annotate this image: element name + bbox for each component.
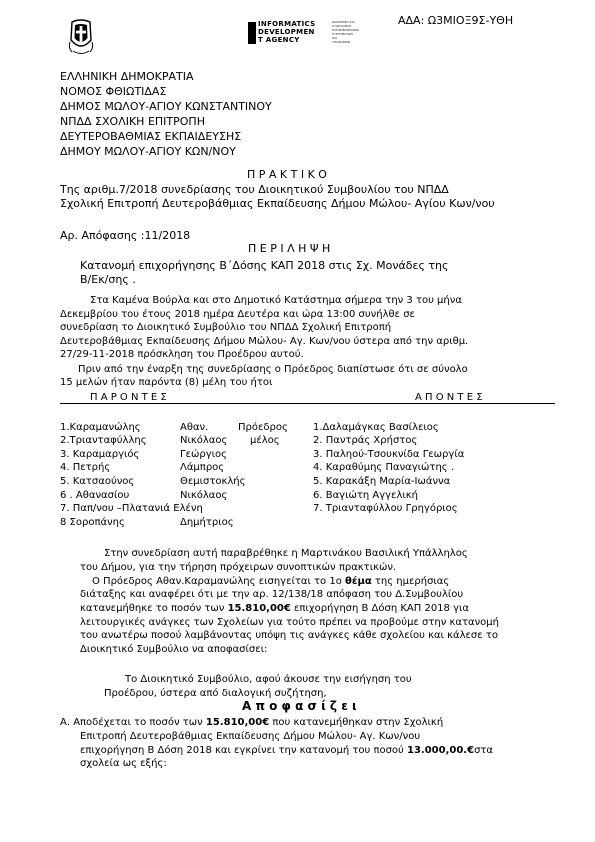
decision-text: στα [474,745,494,756]
decides-heading: Α π ο φ α σ ί ζ ε ι [242,699,357,713]
topic-line-4: λειτουργικές ανάγκες των Σχολείων για τούτο πρέπει να προβούμε στην κατανομή [80,617,499,628]
absent-member: 1.Δαλαμάγκας Βασίλειος [313,422,439,433]
ada-code: ΑΔΑ: Ω3ΜΙΟΞ9Σ-ΥΘΗ [398,14,514,27]
present-member-name: 4. Πετρής [60,462,111,473]
secretary-line: Στην συνεδρίαση αυτή παραβρέθηκε η Μαρτινάκου Βασιλική Υπάλληλος [104,548,468,559]
decision-number: Αρ. Απόφασης :11/2018 [60,229,191,242]
authority-line: ΝΟΜΟΣ ΦΘΙΩΤΙΔΑΣ [60,85,167,98]
present-member-name: 3. Καραμαργιός [60,449,140,460]
logo-small-line-4: ΣΥΣΤΗΜΑΤΩΝ [332,32,353,36]
present-member-firstname: Θεμιστοκλής [180,476,246,487]
present-member-role: μέλος [250,435,280,446]
absent-header: Α Π Ο Ν Τ Ε Σ [415,392,483,403]
logo-line-3: T AGENCY [258,36,300,44]
absent-member: 4. Καραθύμης Παναγιώτης . [313,462,455,473]
topic-text: της ημερήσιας [371,576,450,587]
topic-text: κατανεμήθηκε το ποσόν των [80,603,228,614]
authority-header [60,69,272,159]
present-member-name: 6 . Αθανασίου [60,490,130,501]
present-member-firstname: Λάμπρος [180,462,225,473]
present-member-name: 1.Καραμανώλης [60,422,141,433]
authority-line: ΔΗΜΟΣ ΜΩΛΟΥ-ΑΓΙΟΥ ΚΩΝΣΤΑΝΤΙΝΟΥ [60,100,272,113]
logo-small-line-1: ΔΙΑΧΕΙΡΙΣΗ ΚΑΙ [332,20,355,24]
summary-heading: Π Ε Ρ Ι Λ Η Ψ Η [248,242,331,255]
summary-line-1: Κατανομή επιχορήγησης Β΄Δόσης ΚΑΠ 2018 στις Σχ. Μονάδες της [80,259,449,272]
praktiko-title: Π Ρ Α Κ Τ Ι Κ Ο [247,168,327,181]
authority-line: ΔΗΜΟΥ ΜΩΛΟΥ-ΑΓΙΟΥ ΚΩΝ/ΝΟΥ [60,145,236,158]
present-member-firstname: Νικόλαος [180,490,228,501]
absent-member: 6. Βαγιώτη Αγγελική [313,490,418,501]
decision-a-line-2: Επιτροπή Δευτεροβάθμιας Εκπαίδευσης Δήμου Μώλου- Αγ. Κων/νου [80,731,421,742]
logo-small-line-6: ΥΠΟΔΟΜΩΝ [332,40,350,44]
present-header: Π Α Ρ Ο Ν Τ Ε Σ [90,392,167,403]
authority-line: ΝΠΔΔ ΣΧΟΛΙΚΗ ΕΠΙΤΡΟΠΗ [60,115,205,128]
logo-line-2: DEVELOPMEN [258,28,315,36]
present-member-firstname: Γεώργιος [180,449,227,460]
intro-line: συνεδρίαση το Διοικητικό Συμβούλιο του ΝΠΔΔ Σχολική Επιτροπή [60,322,392,333]
logo-small-line-2: ΑΞΙΟΠΟΙΗΣΗ [332,24,352,28]
topic-keyword: θέμα [345,576,372,587]
session-line-2: Σχολική Επιτροπή Δευτεροβάθμιας Εκπαίδευσης Δήμου Μώλου- Αγίου Κων/νου [60,197,495,210]
greek-coat-of-arms-emblem [66,18,96,56]
decision-amount: 13.000,00.€ [407,745,475,756]
summary-line-2: Β/Εκ/σης . [80,273,136,286]
present-member-name: 7. Παπ/νου –Πλατανιά Ελένη [60,503,203,514]
intro-line: 27/29-11-2018 πρόσκληση του Προέδρου αυτού. [60,349,304,360]
intro-line: Δεκεμβρίου του έτους 2018 ημέρα Δευτέρα και ώρα 13:00 συνήλθε σε [60,309,415,320]
present-member-name: 8 Σοροπάνης [60,517,125,528]
quorum-line: Πριν από την έναρξη της συνεδρίασης ο Πρόεδρος διαπίστωσε ότι σε σύνολο [78,364,468,375]
absent-member: 3. Παληού-Τσουκνίδα Γεωργία [313,449,465,460]
present-member-firstname: Αθαν. [180,422,209,433]
present-member-firstname: Δημήτριος [180,517,234,528]
decision-amount: 15.810,00€ [205,717,270,728]
logo-small-line-5: ΚΑΙ [332,36,337,40]
secretary-line: του Δήμου, για την τήρηση πρόχειρων συνοπτικών πρακτικών. [80,562,397,573]
absent-member: 7. Τριανταφύλλου Γρηγόριος [313,503,458,514]
deliberation-line: Το Διοικητικό Συμβούλιο, αφού άκουσε την εισήγηση του [125,674,412,685]
topic-text: επιχορήγηση Β Δόση ΚΑΠ 2018 για [290,603,469,614]
decision-text: που κατανεμήθηκαν στην Σχολική [269,717,444,728]
present-member-name: 5. Κατσαούνος [60,476,135,487]
logo-small-line-3: ΠΛΗΡΟΦΟΡΙΑΚΩΝ [332,28,359,32]
intro-line: Στα Καμένα Βούρλα και στο Δημοτικό Κατάστημα σήμερα την 3 του μήνα [90,295,462,306]
topic-amount: 15.810,00€ [227,603,291,614]
authority-line: ΔΕΥΤΕΡΟΒΑΘΜΙΑΣ ΕΚΠΑΙΔΕΥΣΗΣ [60,130,242,143]
topic-line-2: διάταξης και αναφέρει ότι με την αρ. 12/138/18 απόφαση του Δ.Συμβουλίου [80,589,464,600]
decision-a-line-1 [60,716,443,729]
absent-member: 2. Παντράς Χρήστος [313,435,418,446]
decision-a-line-3 [80,744,493,757]
deliberation-line: Προέδρου, ύστερα από διαλογική συζήτηση, [104,688,327,699]
topic-line-3 [80,602,469,615]
logo-small-text [332,20,359,44]
absent-member: 5. Καρακάξη Μαρία-Ιωάννα [313,476,451,487]
present-member-firstname: Νικόλαος [180,435,228,446]
intro-line: Δευτεροβάθμιας Εκπαίδευσης Δήμου Μώλου- Αγ. Κων/νου ύστερα από την αριθμ. [60,336,469,347]
decision-text: επιχορήγηση Β Δόση 2018 και εγκρίνει την κατανομή του ποσού [80,745,407,756]
decision-text: Α. Αποδέχεται το ποσόν των [60,717,206,728]
decision-a-line-4: σχολεία ως εξής: [80,758,167,769]
present-member-name: 2.Τριανταφύλλης [60,435,147,446]
session-line-1: Της αριθμ.7/2018 συνεδρίασης του Διοικητικού Συμβουλίου του ΝΠΔΔ [60,183,449,196]
topic-line-5: του ανωτέρω ποσού λαμβάνοντας υπόψη τις ανάγκες κάθε σχολείου και κάλεσε το [80,630,498,641]
informatics-agency-logo [258,20,359,44]
present-member-role: Πρόεδρος [238,422,288,433]
informatics-agency-logo-mark [248,22,256,44]
topic-text: Ο Πρόεδρος Αθαν.Καραμανώλης εισηγείται το 1ο [92,576,346,587]
logo-line-1: INFORMATICS [258,20,316,28]
topic-line-1 [92,575,449,588]
authority-line: ΕΛΛΗΝΙΚΗ ΔΗΜΟΚΡΑΤΙΑ [60,70,194,83]
quorum-line: 15 μελών ήταν παρόντα (8) μέλη του ήτοι [60,377,273,388]
topic-line-6: Διοικητικό Συμβούλιο να αποφασίσει: [80,644,268,655]
